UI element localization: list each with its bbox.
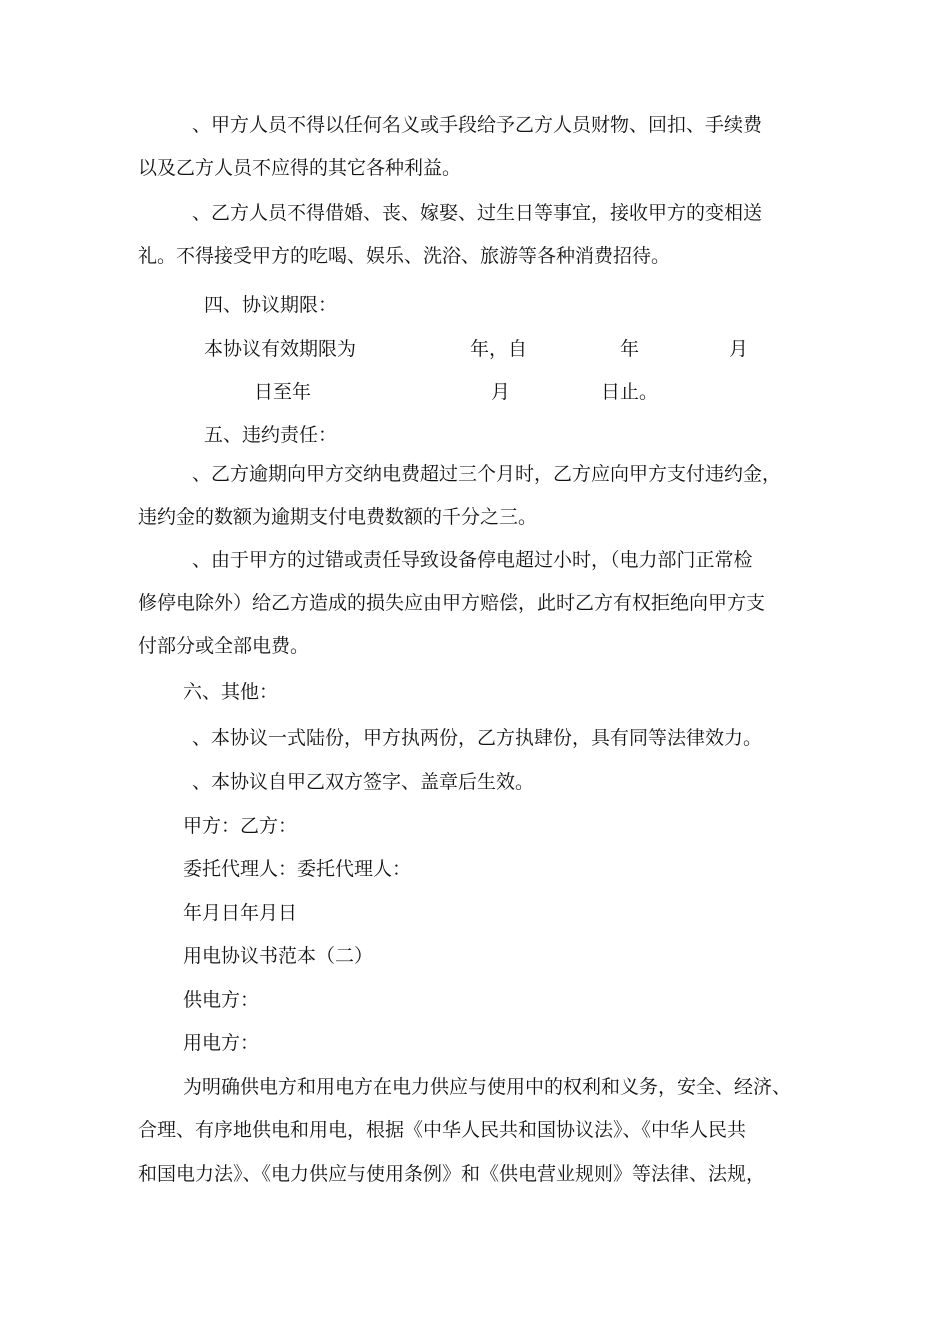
term-text: 日止。 (601, 381, 659, 403)
signature-parties: 甲方：乙方： (183, 815, 298, 837)
clause-text: 、本协议自甲乙双方签字、盖章后生效。 (192, 771, 535, 793)
section-heading: 四、协议期限： (204, 294, 338, 316)
term-text: 日至年 (254, 381, 312, 403)
intro-text: 为明确供电方和用电方在电力供应与使用中的权利和义务，安全、经济、 (183, 1076, 792, 1098)
signature-agents: 委托代理人：委托代理人： (183, 858, 412, 880)
clause-text: 、本协议一式陆份，甲方执两份，乙方执肆份，具有同等法律效力。 (192, 727, 763, 749)
clause-text: 、乙方逾期向甲方交纳电费超过三个月时，乙方应向甲方支付违约金， (192, 463, 782, 485)
clause-text: 、乙方人员不得借婚、丧、嫁娶、过生日等事宜，接收甲方的变相送 (192, 202, 763, 224)
supplier-label: 供电方： (183, 989, 260, 1011)
term-text: 本协议有效期限为 (204, 338, 357, 360)
clause-text: 修停电除外）给乙方造成的损失应由甲方赔偿，此时乙方有权拒绝向甲方支 (138, 592, 766, 614)
signature-dates: 年月日年月日 (183, 902, 298, 924)
term-text: 年，自 (470, 338, 528, 360)
clause-text: 礼。不得接受甲方的吃喝、娱乐、洗浴、旅游等各种消费招待。 (138, 245, 671, 267)
clause-text: 违约金的数额为逾期支付电费数额的千分之三。 (138, 506, 538, 528)
intro-text: 合理、有序地供电和用电，根据《中华人民共和国协议法》、《中华人民共 (138, 1119, 747, 1141)
clause-text: 、由于甲方的过错或责任导致设备停电超过小时，（电力部门正常检 (192, 549, 753, 571)
consumer-label: 用电方： (183, 1032, 260, 1054)
clause-text: 付部分或全部电费。 (138, 635, 310, 657)
term-text: 月 (729, 338, 749, 360)
clause-text: 以及乙方人员不应得的其它各种利益。 (138, 157, 462, 179)
term-text: 年 (620, 338, 640, 360)
clause-text: 、甲方人员不得以任何名义或手段给予乙方人员财物、回扣、手续费 (192, 114, 763, 136)
section-heading: 五、违约责任： (204, 424, 338, 446)
term-text: 月 (491, 381, 511, 403)
document-title: 用电协议书范本（二） (183, 945, 374, 967)
section-heading: 六、其他： (183, 681, 279, 703)
intro-text: 和国电力法》、《电力供应与使用条例》和《供电营业规则》等法律、法规， (138, 1163, 766, 1185)
